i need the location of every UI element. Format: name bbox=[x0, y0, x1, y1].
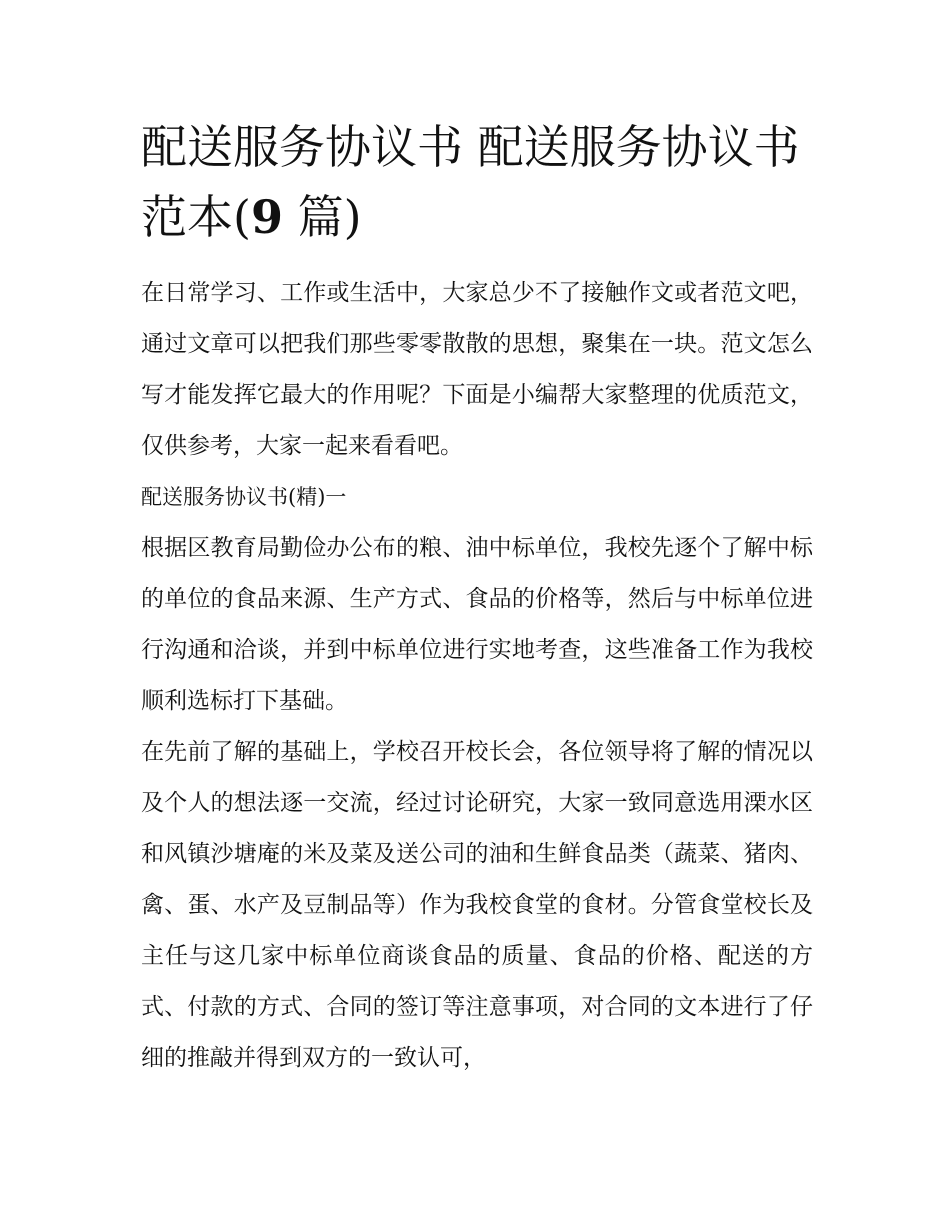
title-number: 9 bbox=[250, 190, 283, 244]
body-paragraph-2: 在先前了解的基础上，学校召开校长会，各位领导将了解的情况以及个人的想法逐一交流，经过讨论研究，大家一致同意选用溧水区和风镇沙塘庵的米及菜及送公司的油和生鲜食品类（蔬菜、猪肉、禽、蛋、水产及豆制品等）作为我校食堂的食材。分管食堂校长及主任与这几家中标单位商谈食品的质量、食品的价格、配送的方式、付款的方式、合同的签订等注意事项，对合同的文本进行了仔细的推敲并得到双方的一致认可， bbox=[141, 739, 813, 1071]
title-text-end: 篇) bbox=[282, 190, 362, 244]
section-heading: 配送服务协议书(精)一 bbox=[141, 485, 347, 509]
title-text: 配送服务协议书 配送服务协议书范本( bbox=[141, 120, 800, 244]
document-title bbox=[141, 112, 813, 252]
body-paragraph-1: 根据区教育局勤俭办公布的粮、油中标单位，我校先逐个了解中标的单位的食品来源、生产方式、食品的价格等，然后与中标单位进行沟通和洽谈，并到中标单位进行实地考查，这些准备工作为我校顺利选标打下基础。 bbox=[141, 535, 813, 714]
document-content bbox=[141, 112, 813, 1084]
intro-paragraph: 在日常学习、工作或生活中，大家总少不了接触作文或者范文吧，通过文章可以把我们那些零零散散的思想，聚集在一块。范文怎么写才能发挥它最大的作用呢？下面是小编帮大家整理的优质范文，仅供参考，大家一起来看看吧。 bbox=[141, 280, 813, 459]
